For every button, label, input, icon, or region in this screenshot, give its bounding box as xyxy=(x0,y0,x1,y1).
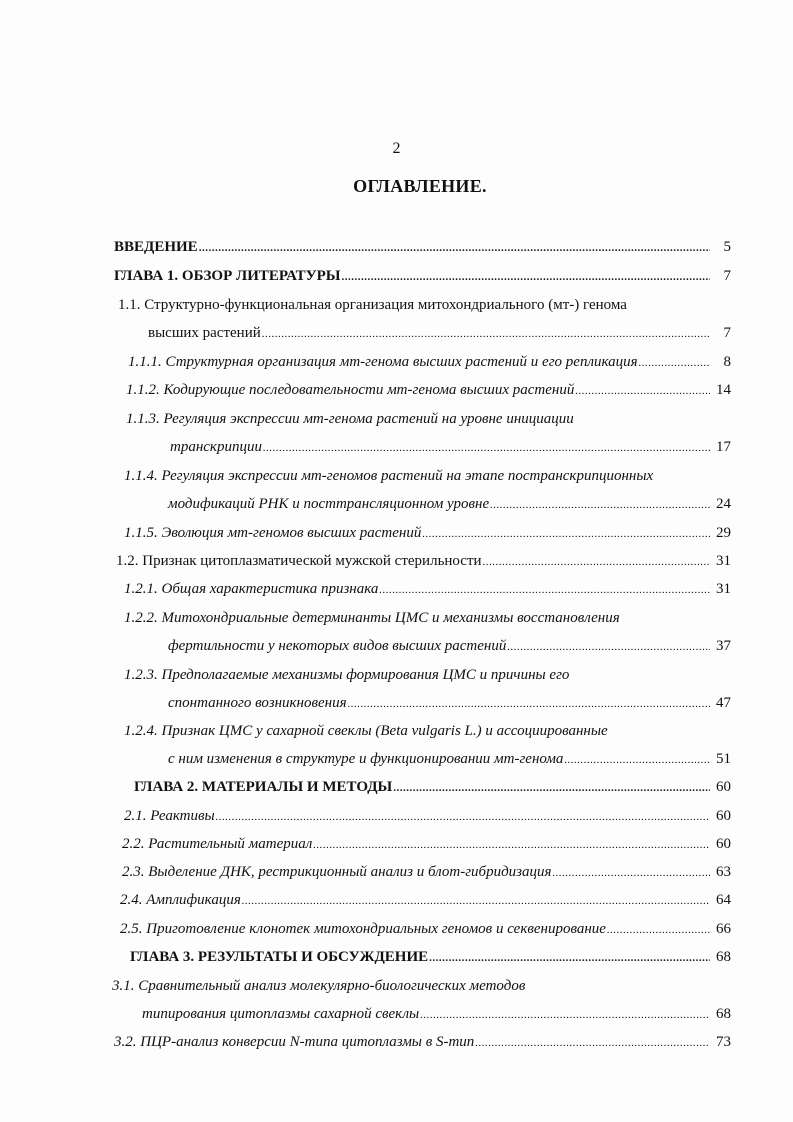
toc-entry-page: 7 xyxy=(723,325,731,341)
leader-dots xyxy=(313,834,710,855)
toc-entry-label: ВВЕДЕНИЕ xyxy=(114,239,198,255)
toc-entry-label: с ним изменения в структуре и функционировании мт-генома xyxy=(168,751,564,767)
leader-dots xyxy=(575,380,710,401)
leader-dots xyxy=(607,919,710,940)
toc-entry-label: типирования цитоплазмы сахарной свеклы xyxy=(142,1006,420,1022)
toc-entry-3-1[interactable] xyxy=(142,1004,731,1025)
toc-entry-chapter-2[interactable] xyxy=(134,777,731,798)
toc-entry-label: 3.2. ПЦР-анализ конверсии N-типа цитоплазмы в S-тип xyxy=(114,1034,475,1050)
toc-entry-page: 7 xyxy=(723,268,731,284)
toc-entry-1-1-3[interactable] xyxy=(170,437,731,458)
toc-entry-label: 2.5. Приготовление клонотек митохондриальных геномов и секвенирование xyxy=(120,921,606,937)
toc-entry-label: 1.1.5. Эволюция мт-геномов высших растений xyxy=(124,525,422,541)
toc-entry-page: 17 xyxy=(716,439,731,455)
leader-dots xyxy=(262,323,710,344)
toc-entry-1-2-2[interactable] xyxy=(168,636,731,657)
toc-entry-page: 60 xyxy=(716,808,731,824)
toc-entry-label: модификаций РНК и посттрансляционном уровне xyxy=(168,496,490,512)
toc-entry-page: 5 xyxy=(723,239,731,255)
toc-entry-label: транскрипции xyxy=(170,439,262,455)
toc-entry-1-1-4[interactable] xyxy=(168,494,731,515)
toc-entry-label: 2.4. Амплификация xyxy=(120,892,241,908)
leader-dots xyxy=(216,806,710,827)
leader-dots xyxy=(199,237,710,258)
toc-entry-1-1-5[interactable] xyxy=(124,523,731,544)
toc-entry-1-2-4-line1[interactable]: 1.2.4. Признак ЦМС у сахарной свеклы (Beta vulgaris L.) и ассоциированные xyxy=(124,723,608,739)
leader-dots xyxy=(420,1004,710,1025)
toc-entry-page: 8 xyxy=(723,354,731,370)
toc-entry-page: 14 xyxy=(716,382,731,398)
leader-dots xyxy=(342,266,710,287)
toc-entry-label: спонтанного возникновения xyxy=(168,695,347,711)
toc-entry-page: 66 xyxy=(716,921,731,937)
toc-entry-page: 37 xyxy=(716,638,731,654)
leader-dots xyxy=(553,862,710,883)
leader-dots xyxy=(490,494,710,515)
leader-dots xyxy=(242,890,710,911)
toc-entry-1-2[interactable] xyxy=(116,551,731,572)
leader-dots xyxy=(639,352,710,373)
toc-entry-1-1-4-line1[interactable]: 1.1.4. Регуляция экспрессии мт-геномов растений на этапе постранскрипционных xyxy=(124,468,654,484)
toc-entry-page: 47 xyxy=(716,695,731,711)
leader-dots xyxy=(564,749,710,770)
toc-entry-3-1-line1[interactable]: 3.1. Сравнительный анализ молекулярно-биологических методов xyxy=(112,978,526,994)
toc-entry-1-1-3-line1[interactable]: 1.1.3. Регуляция экспрессии мт-генома растений на уровне инициации xyxy=(126,411,574,427)
toc-entry-page: 24 xyxy=(716,496,731,512)
leader-dots xyxy=(348,693,710,714)
leader-dots xyxy=(507,636,710,657)
toc-entry-2-1[interactable] xyxy=(124,806,731,827)
toc-entry-label: 2.3. Выделение ДНК, рестрикционный анализ и блот-гибридизация xyxy=(122,864,552,880)
leader-dots xyxy=(379,579,710,600)
toc-entry-label: ГЛАВА 3. РЕЗУЛЬТАТЫ И ОБСУЖДЕНИЕ xyxy=(130,949,429,965)
toc-entry-page: 68 xyxy=(716,1006,731,1022)
toc-entry-page: 64 xyxy=(716,892,731,908)
toc-entry-label: ГЛАВА 2. МАТЕРИАЛЫ И МЕТОДЫ xyxy=(134,779,393,795)
toc-entry-page: 63 xyxy=(716,864,731,880)
leader-dots xyxy=(393,777,710,798)
leader-dots xyxy=(475,1032,710,1053)
leader-dots xyxy=(429,947,710,968)
toc-entry-label: 1.1.1. Структурная организация мт-генома высших растений и его репликация xyxy=(128,354,638,370)
toc-entry-1-2-2-line1[interactable]: 1.2.2. Митохондриальные детерминанты ЦМС и механизмы восстановления xyxy=(124,610,620,626)
toc-entry-page: 60 xyxy=(716,779,731,795)
toc-entry-page: 68 xyxy=(716,949,731,965)
toc-entry-label: фертильности у некоторых видов высших растений xyxy=(168,638,507,654)
toc-entry-1-1-line1[interactable]: 1.1. Структурно-функциональная организация митохондриального (мт-) генома xyxy=(118,297,627,313)
toc-entry-1-1[interactable] xyxy=(148,323,731,344)
toc-entry-label: 2.1. Реактивы xyxy=(124,808,215,824)
toc-entry-1-2-4[interactable] xyxy=(168,749,731,770)
leader-dots xyxy=(422,523,710,544)
toc-entry-page: 51 xyxy=(716,751,731,767)
toc-entry-1-2-3[interactable] xyxy=(168,693,731,714)
toc-entry-1-1-1[interactable] xyxy=(128,352,731,373)
toc-entry-label: высших растений xyxy=(148,325,261,341)
toc-entry-1-1-2[interactable] xyxy=(126,380,731,401)
toc-entry-page: 73 xyxy=(716,1034,731,1050)
toc-entry-chapter-1[interactable] xyxy=(114,266,731,287)
page-number: 2 xyxy=(392,140,401,157)
toc-entry-label: 2.2. Растительный материал xyxy=(122,836,313,852)
page-title: ОГЛАВЛЕНИЕ. xyxy=(353,176,487,196)
toc-entry-label: 1.1.2. Кодирующие последовательности мт-генома высших растений xyxy=(126,382,575,398)
toc-entry-1-2-3-line1[interactable]: 1.2.3. Предполагаемые механизмы формирования ЦМС и причины его xyxy=(124,667,570,683)
toc-entry-label: ГЛАВА 1. ОБЗОР ЛИТЕРАТУРЫ xyxy=(114,268,341,284)
toc-entry-2-2[interactable] xyxy=(122,834,731,855)
toc-entry-page: 60 xyxy=(716,836,731,852)
toc-entry-page: 31 xyxy=(716,581,731,597)
toc-entry-3-2[interactable] xyxy=(114,1032,731,1053)
toc-entry-label: 1.2. Признак цитоплазматической мужской стерильности xyxy=(116,553,482,569)
toc-entry-1-2-1[interactable] xyxy=(124,579,731,600)
leader-dots xyxy=(263,437,710,458)
toc-entry-label: 1.2.1. Общая характеристика признака xyxy=(124,581,379,597)
toc-entry-chapter-3[interactable] xyxy=(130,947,731,968)
toc-entry-2-4[interactable] xyxy=(120,890,731,911)
leader-dots xyxy=(483,551,710,572)
toc-entry-introduction[interactable] xyxy=(114,237,731,258)
toc-entry-page: 31 xyxy=(716,553,731,569)
toc-entry-page: 29 xyxy=(716,525,731,541)
toc-entry-2-3[interactable] xyxy=(122,862,731,883)
toc-entry-2-5[interactable] xyxy=(120,919,731,940)
